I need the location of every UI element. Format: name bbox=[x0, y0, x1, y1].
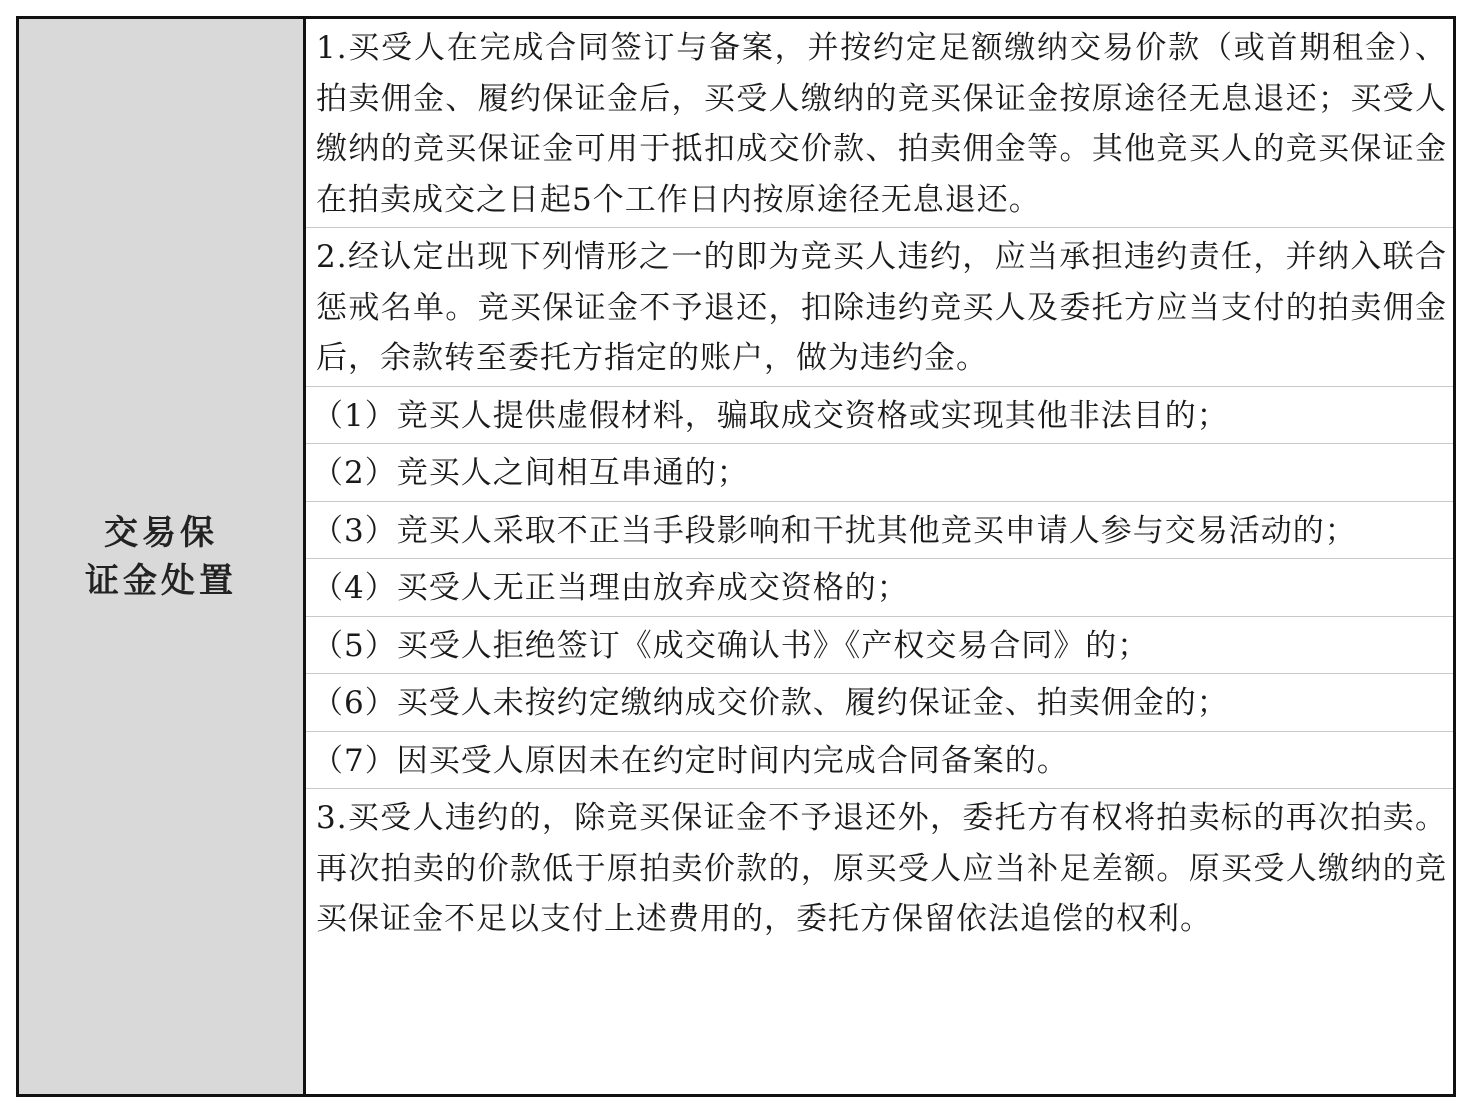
default-item-3: （3）竞买人采取不正当手段影响和干扰其他竞买申请人参与交易活动的； bbox=[306, 502, 1453, 560]
default-item-4: （4）买受人无正当理由放弃成交资格的； bbox=[306, 559, 1453, 617]
content-cell bbox=[306, 19, 1453, 1094]
deposit-disposal-table bbox=[16, 16, 1456, 1097]
default-item-5: （5）买受人拒绝签订《成交确认书》《产权交易合同》的； bbox=[306, 617, 1453, 675]
clause-1-refund: 1.买受人在完成合同签订与备案，并按约定足额缴纳交易价款（或首期租金）、拍卖佣金、履约保证金后，买受人缴纳的竞买保证金按原途径无息退还；买受人缴纳的竞买保证金可用于抵扣成交价款、拍卖佣金等。其他竞买人的竞买保证金在拍卖成交之日起5个工作日内按原途径无息退还。 bbox=[306, 19, 1453, 228]
default-item-6: （6）买受人未按约定缴纳成交价款、履约保证金、拍卖佣金的； bbox=[306, 674, 1453, 732]
row-header-label bbox=[85, 509, 237, 605]
default-item-2: （2）竞买人之间相互串通的； bbox=[306, 444, 1453, 502]
clause-3-reauction: 3.买受人违约的，除竞买保证金不予退还外，委托方有权将拍卖标的再次拍卖。再次拍卖的价款低于原拍卖价款的，原买受人应当补足差额。原买受人缴纳的竞买保证金不足以支付上述费用的，委托方保留依法追偿的权利。 bbox=[316, 800, 1447, 937]
row-header-line-1: 交易保 bbox=[104, 512, 218, 553]
row-header-cell bbox=[19, 19, 306, 1094]
default-item-7: （7）因买受人原因未在约定时间内完成合同备案的。 bbox=[306, 732, 1453, 790]
row-header-line-2: 证金处置 bbox=[85, 560, 237, 601]
default-item-1: （1）竞买人提供虚假材料，骗取成交资格或实现其他非法目的； bbox=[306, 387, 1453, 445]
clause-2-default: 2.经认定出现下列情形之一的即为竞买人违约，应当承担违约责任，并纳入联合惩戒名单。竞买保证金不予退还，扣除违约竞买人及委托方应当支付的拍卖佣金后，余款转至委托方指定的账户，做为违约金。 bbox=[306, 228, 1453, 387]
